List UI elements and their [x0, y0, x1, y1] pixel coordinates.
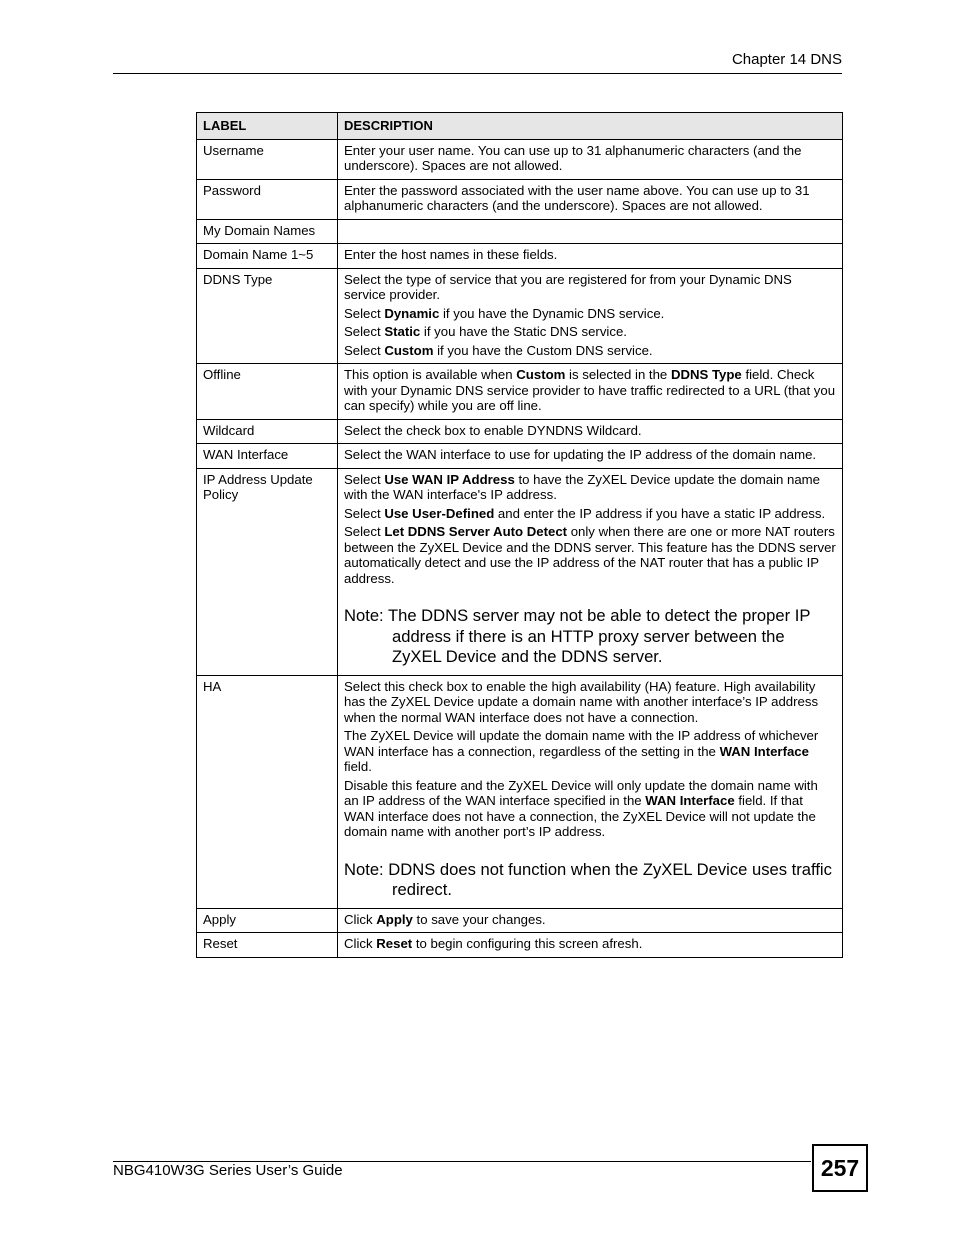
guide-title: NBG410W3G Series User’s Guide [113, 1162, 343, 1179]
description-paragraph [344, 728, 836, 775]
text-run: if you have the Custom DNS service. [433, 342, 653, 358]
bold-term: WAN Interface [719, 743, 809, 759]
column-header-description: DESCRIPTION [338, 113, 843, 140]
row-label: Domain Name 1~5 [197, 244, 338, 269]
table-row [197, 908, 843, 933]
text-run: Select [344, 524, 385, 539]
text-run: if you have the Static DNS service. [420, 324, 627, 339]
text-run: Click [344, 936, 377, 951]
text-run: to begin configuring this screen afresh. [412, 936, 643, 951]
text-run: to save your changes. [412, 911, 546, 927]
table-row [197, 364, 843, 420]
text-run: field. If that WAN interface does not have a connection, the ZyXEL Device will not update the domain name with another port’s IP address. [344, 793, 816, 839]
row-description [338, 139, 843, 179]
description-paragraph [344, 679, 836, 726]
note: Note: DDNS does not function when the ZyXEL Device uses traffic redirect. [344, 859, 832, 899]
description-paragraph [344, 247, 836, 263]
text-run: if you have the Dynamic DNS service. [439, 305, 665, 321]
bold-term: Custom [384, 342, 434, 358]
description-paragraph [344, 343, 836, 359]
row-label: Reset [197, 933, 338, 958]
description-paragraph [344, 778, 836, 840]
text-run: The ZyXEL Device will update the domain name with the IP address of whichever WAN interface has a connection, regardless of the setting in the [344, 728, 819, 759]
description-paragraph [344, 324, 836, 340]
row-description [338, 908, 843, 933]
description-paragraph [344, 936, 836, 952]
text-run: Select [344, 505, 385, 521]
bold-term: Use WAN IP Address [384, 471, 515, 487]
text-run: Select the WAN interface to use for updating the IP address of the domain name. [344, 447, 817, 462]
text-run: Select [344, 471, 385, 487]
text-run: is selected in the [565, 367, 671, 382]
bold-term: Custom [516, 367, 566, 382]
description-paragraph [344, 143, 836, 174]
bold-term: Reset [376, 936, 413, 951]
bold-term: Let DDNS Server Auto Detect [384, 524, 568, 539]
text-run: only when there are one or more NAT routers between the ZyXEL Device and the DDNS server. This feature has the DDNS server automatically detect and use the IP address of the NAT router that has a public IP address. [344, 524, 836, 586]
row-label: Password [197, 179, 338, 219]
table-row [197, 139, 843, 179]
page-number: 257 [812, 1144, 868, 1192]
text-run: field. Check with your Dynamic DNS service provider to have traffic redirected to a URL (that you can specify) while you are off line. [344, 367, 836, 413]
bold-term: Use User-Defined [384, 505, 495, 521]
row-label: DDNS Type [197, 268, 338, 364]
table-row [197, 244, 843, 269]
note: Note: The DDNS server may not be able to detect the proper IP address if there is an HTTP proxy server between the ZyXEL Device and the DDNS server. [344, 606, 811, 666]
description-paragraph [344, 472, 836, 503]
bold-term: WAN Interface [645, 793, 735, 808]
text-run: Select [344, 305, 385, 321]
table-row [197, 179, 843, 219]
description-paragraph [344, 306, 836, 322]
header-divider [113, 73, 842, 74]
row-description [338, 244, 843, 269]
text-run: Enter the host names in these fields. [344, 247, 558, 262]
table-row [197, 675, 843, 908]
description-paragraph [344, 447, 836, 463]
description-paragraph [344, 506, 836, 522]
chapter-header: Chapter 14 DNS [731, 51, 842, 68]
text-run: This option is available when [344, 367, 517, 382]
row-label: Username [197, 139, 338, 179]
table-row [197, 268, 843, 364]
text-run: Select [344, 324, 385, 339]
bold-term: Apply [376, 911, 413, 927]
row-description [338, 933, 843, 958]
column-header-label: LABEL [197, 113, 338, 140]
field-description-table [196, 112, 843, 958]
row-description [338, 468, 843, 675]
row-label: Wildcard [197, 419, 338, 444]
description-paragraph [344, 423, 836, 439]
text-run: Enter the password associated with the user name above. You can use up to 31 alphanumeric characters (and the underscore). Spaces are not allowed. [344, 182, 810, 213]
text-run: field. [344, 759, 372, 774]
description-paragraph [344, 272, 836, 303]
row-description [338, 444, 843, 469]
row-description [338, 419, 843, 444]
bold-term: Static [384, 324, 421, 339]
text-run: Select [344, 342, 385, 358]
description-paragraph [344, 524, 836, 586]
description-paragraph [344, 183, 836, 214]
text-run: Select the check box to enable DYNDNS Wildcard. [344, 422, 642, 438]
text-run: Select the type of service that you are registered for from your Dynamic DNS service provider. [344, 271, 792, 302]
text-run: Disable this feature and the ZyXEL Device will only update the domain name with an IP address of the WAN interface specified in the [344, 777, 818, 808]
table-row [197, 933, 843, 958]
row-label: IP Address Update Policy [197, 468, 338, 675]
table-header-row [197, 113, 843, 140]
text-run: Click [344, 911, 377, 927]
row-label: WAN Interface [197, 444, 338, 469]
row-description [338, 364, 843, 420]
row-label: My Domain Names [197, 219, 338, 244]
row-description [338, 179, 843, 219]
row-label: Apply [197, 908, 338, 933]
table-row [197, 444, 843, 469]
row-description [338, 675, 843, 908]
text-run: Select this check box to enable the high availability (HA) feature. High availability has the ZyXEL Device update a domain name with another interface’s IP address when the normal WAN interface does not have a connection. [344, 678, 819, 725]
table-row [197, 468, 843, 675]
description-paragraph [344, 367, 836, 414]
bold-term: Dynamic [384, 305, 440, 321]
text-run: to have the ZyXEL Device update the domain name with the WAN interface's IP address. [344, 471, 820, 502]
row-label: HA [197, 675, 338, 908]
text-run: Enter your user name. You can use up to 31 alphanumeric characters (and the underscore). Spaces are not allowed. [344, 142, 802, 173]
description-paragraph [344, 912, 836, 928]
bold-term: DDNS Type [670, 367, 742, 382]
row-label: Offline [197, 364, 338, 420]
row-description [338, 268, 843, 364]
text-run: and enter the IP address if you have a static IP address. [494, 505, 826, 521]
table-row [197, 219, 843, 244]
table-row [197, 419, 843, 444]
row-description [338, 219, 843, 244]
